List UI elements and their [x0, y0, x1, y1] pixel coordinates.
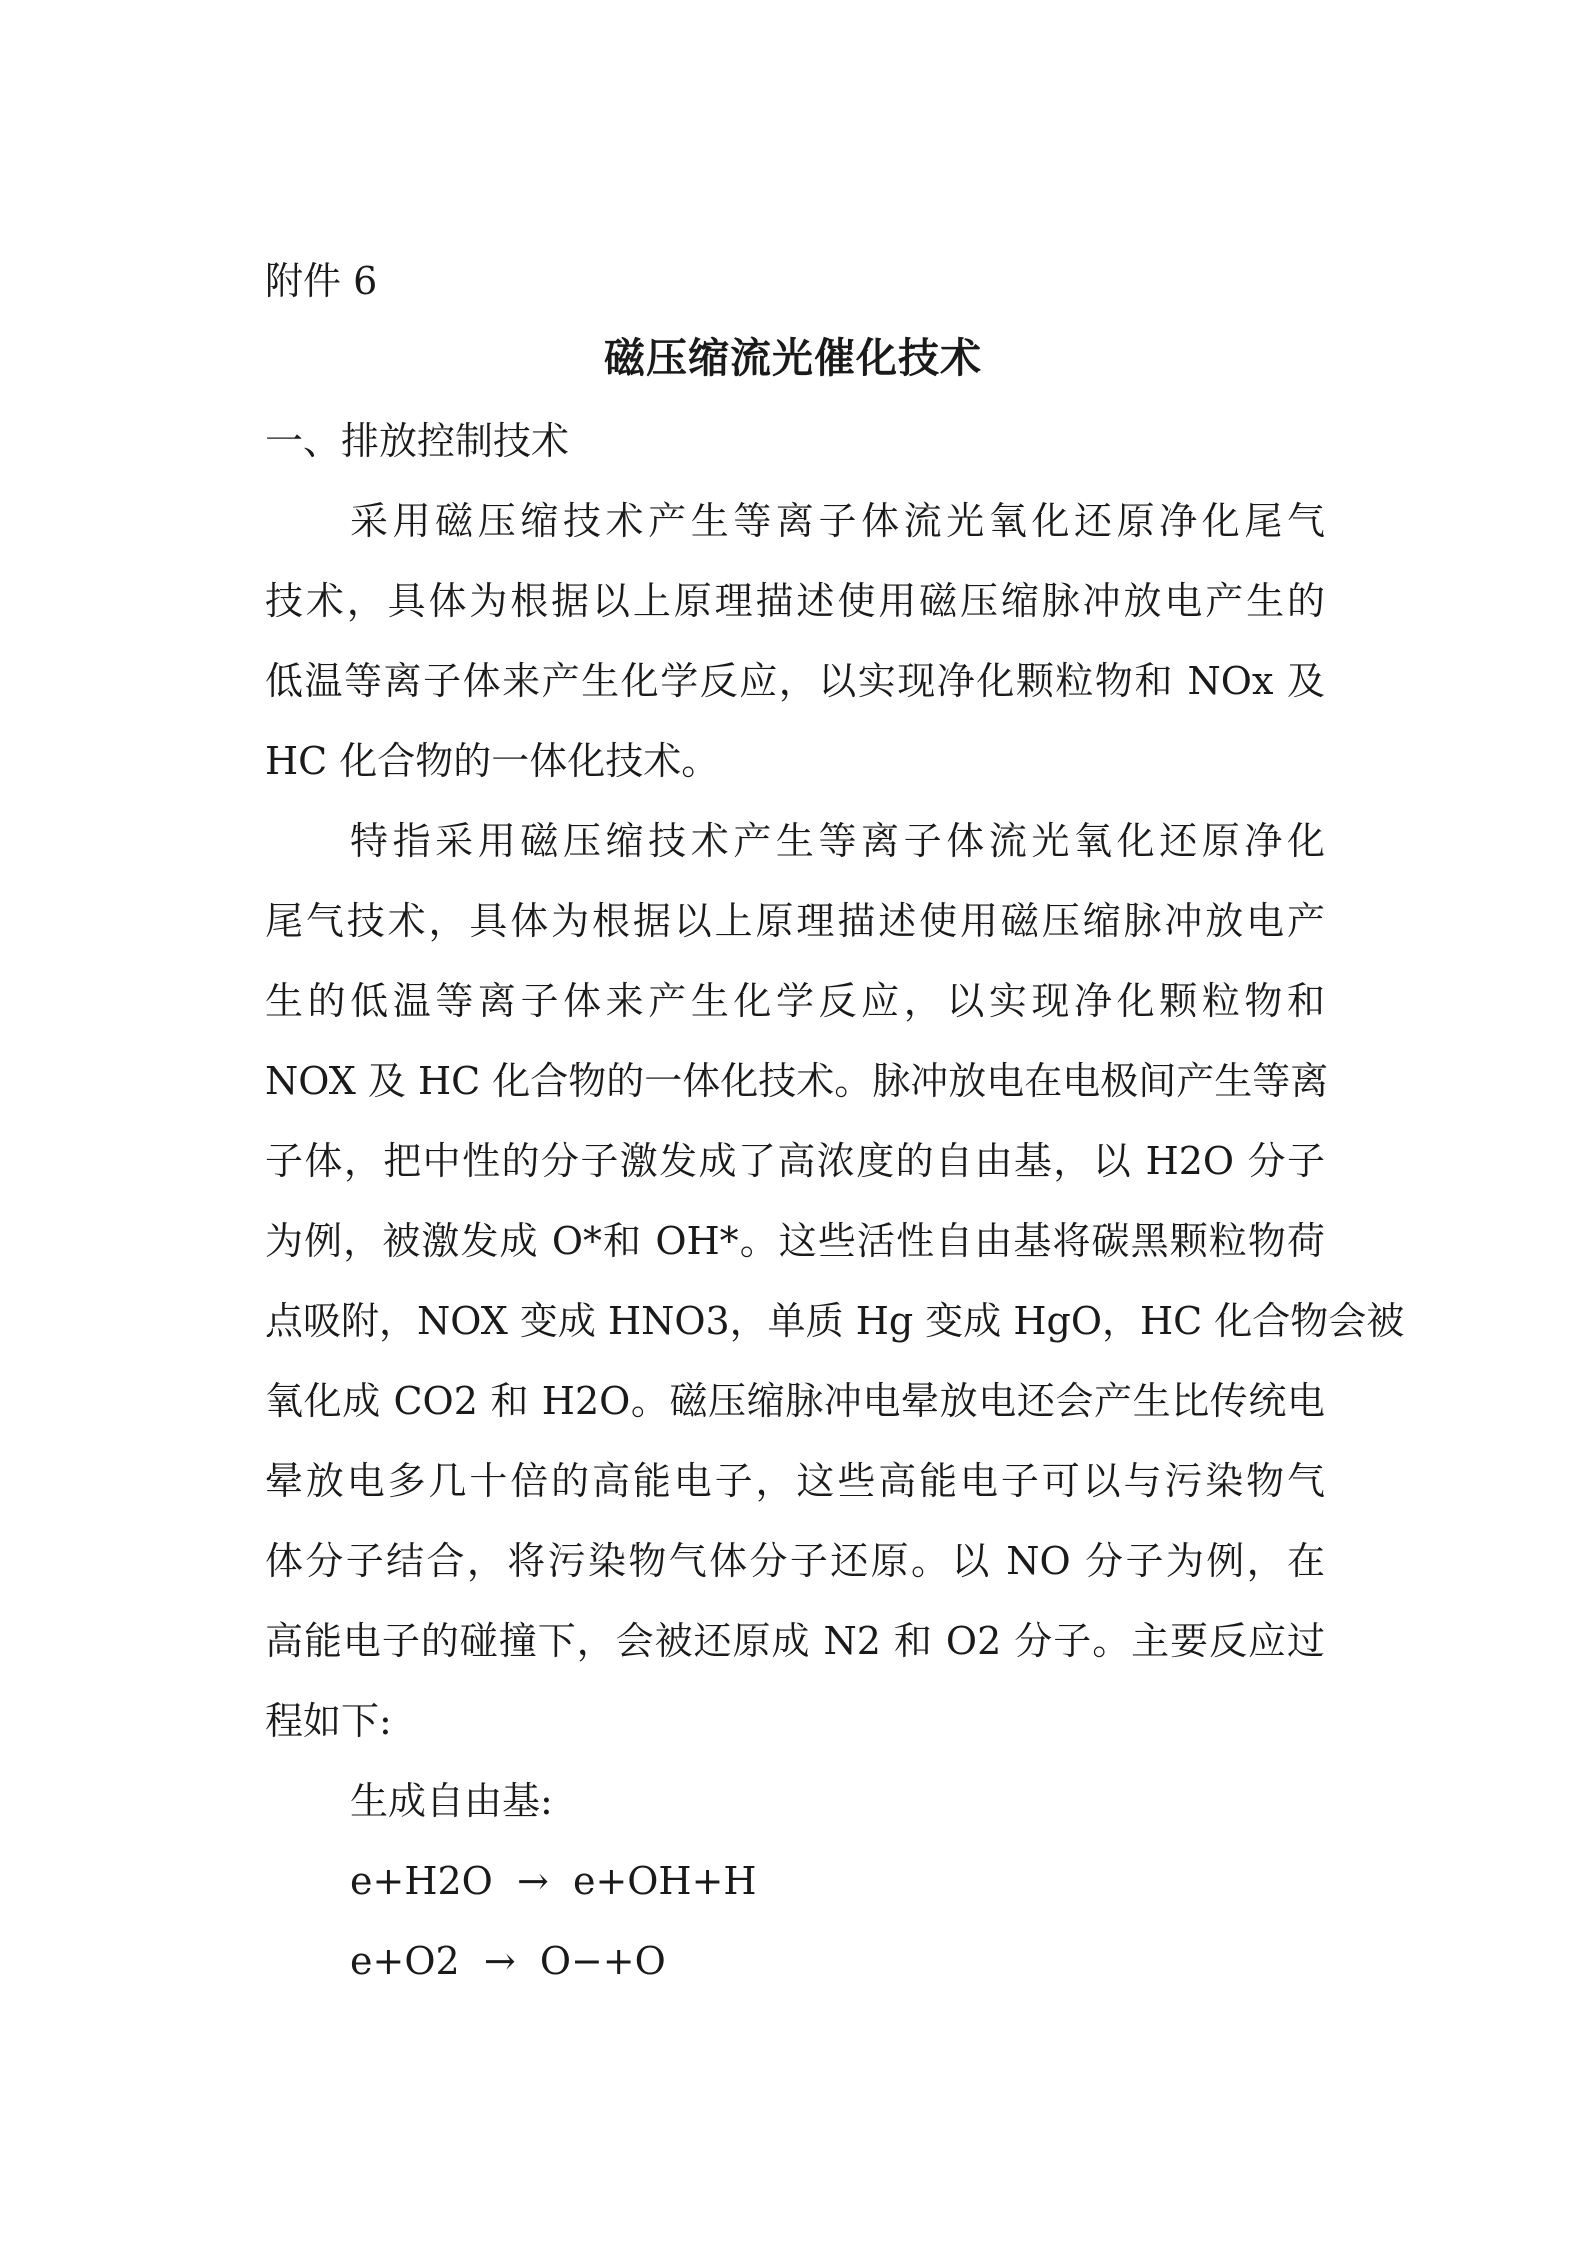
paragraph-2-line: 特指采用磁压缩技术产生等离子体流光氧化还原净化 — [350, 819, 1325, 863]
paragraph-1-line: 采用磁压缩技术产生等离子体流光氧化还原净化尾气 — [350, 499, 1325, 543]
paragraph-1-line: HC 化合物的一体化技术。 — [265, 739, 720, 783]
paragraph-1-line: 技术，具体为根据以上原理描述使用磁压缩脉冲放电产生的 — [265, 579, 1325, 623]
paragraph-2-line: 程如下: — [265, 1699, 392, 1743]
paragraph-2-line: 高能电子的碰撞下，会被还原成 N2 和 O2 分子。主要反应过 — [265, 1619, 1325, 1663]
attachment-label: 附件 6 — [265, 259, 378, 303]
reaction-equation: e+O2 → O−+O — [350, 1939, 666, 1983]
subheading: 生成自由基: — [350, 1779, 553, 1823]
paragraph-2-line: 为例，被激发成 O*和 OH*。这些活性自由基将碳黑颗粒物荷 — [265, 1219, 1325, 1263]
paragraph-2-line: NOX 及 HC 化合物的一体化技术。脉冲放电在电极间产生等离 — [265, 1059, 1329, 1103]
paragraph-2-line: 尾气技术，具体为根据以上原理描述使用磁压缩脉冲放电产 — [265, 899, 1325, 943]
section-heading: 一、排放控制技术 — [265, 419, 570, 463]
paragraph-2-line: 体分子结合，将污染物气体分子还原。以 NO 分子为例，在 — [265, 1539, 1325, 1583]
paragraph-2-line: 氧化成 CO2 和 H2O。磁压缩脉冲电晕放电还会产生比传统电 — [265, 1379, 1325, 1423]
paragraph-2-line: 生的低温等离子体来产生化学反应，以实现净化颗粒物和 — [265, 979, 1325, 1023]
document-title: 磁压缩流光催化技术 — [604, 334, 982, 382]
paragraph-2-line: 子体，把中性的分子激发成了高浓度的自由基，以 H2O 分子 — [265, 1139, 1325, 1183]
paragraph-2-line: 晕放电多几十倍的高能电子，这些高能电子可以与污染物气 — [265, 1459, 1325, 1503]
reaction-equation: e+H2O → e+OH+H — [350, 1859, 757, 1903]
paragraph-2-line: 点吸附，NOX 变成 HNO3，单质 Hg 变成 HgO，HC 化合物会被 — [265, 1299, 1405, 1343]
paragraph-1-line: 低温等离子体来产生化学反应，以实现净化颗粒物和 NOx 及 — [265, 659, 1325, 703]
